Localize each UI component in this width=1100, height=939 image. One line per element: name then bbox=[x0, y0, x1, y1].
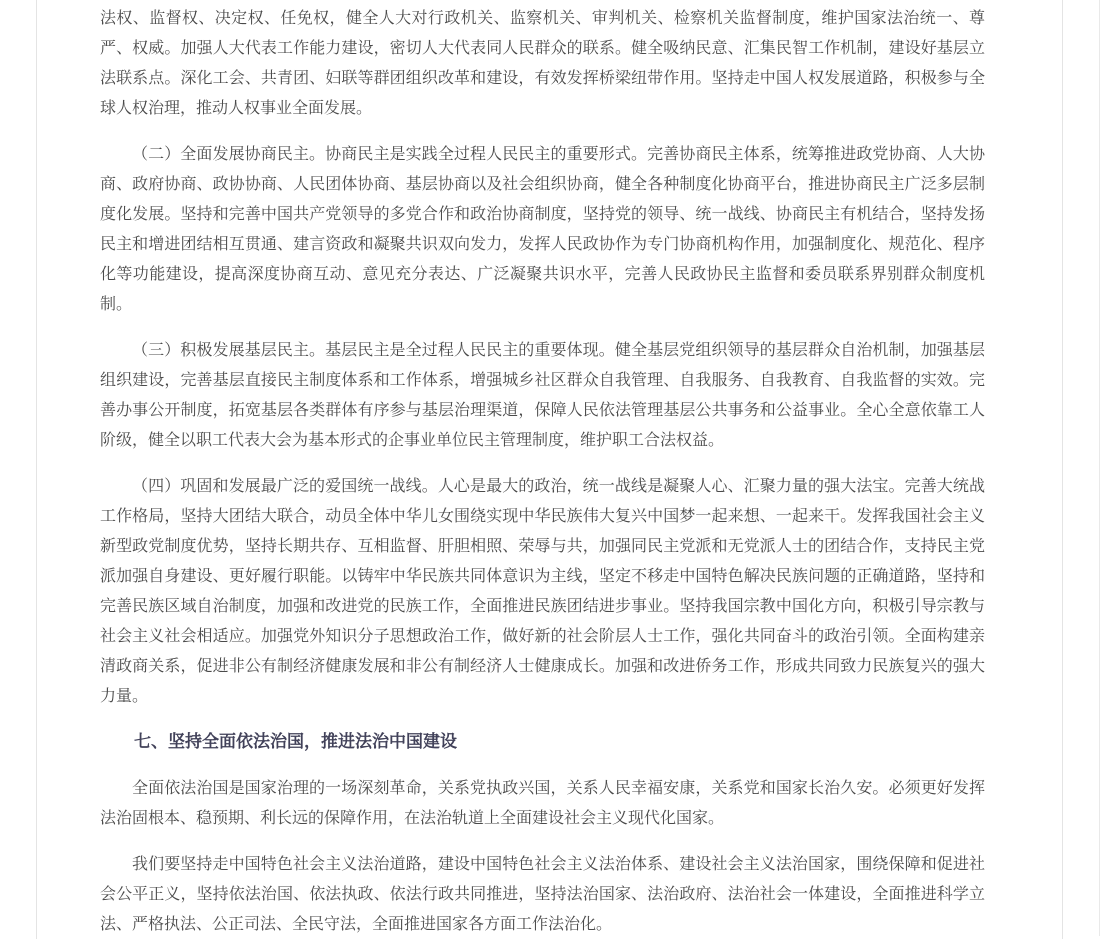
body-paragraph-law-based-governance-intro: 全面依法治国是国家治理的一场深刻革命，关系党执政兴国，关系人民幸福安康，关系党和国家长治久安。必须更好发挥法治固根本、稳预期、利长远的保障作用，在法治轨道上全面建设社会主义现代化国家。 bbox=[100, 778, 985, 827]
body-paragraph-united-front: （四）巩固和发展最广泛的爱国统一战线。人心是最大的政治，统一战线是凝聚人心、汇聚力量的强大法宝。完善大统战工作格局，坚持大团结大联合，动员全体中华儿女围绕实现中华民族伟大复兴中国梦一起来想、一起来干。发挥我国社会主义新型政党制度优势，坚持长期共存、互相监督、肝胆相照、荣辱与共，加强同民主党派和无党派人士的团结合作，支持民主党派加强自身建设、更好履行职能。以铸牢中华民族共同体意识为主线，坚定不移走中国特色解决民族问题的正确道路，坚持和完善民族区域自治制度，加强和改进党的民族工作，全面推进民族团结进步事业。坚持我国宗教中国化方向，积极引导宗教与社会主义社会相适应。加强党外知识分子思想政治工作，做好新的社会阶层人士工作，强化共同奋斗的政治引领。全面构建亲清政商关系，促进非公有制经济健康发展和非公有制经济人士健康成长。加强和改进侨务工作，形成共同致力民族复兴的强大力量。 bbox=[100, 476, 985, 705]
body-paragraph-consultative-democracy: （二）全面发展协商民主。协商民主是实践全过程人民民主的重要形式。完善协商民主体系，统筹推进政党协商、人大协商、政府协商、政协协商、人民团体协商、基层协商以及社会组织协商，健全各种制度化协商平台，推进协商民主广泛多层制度化发展。坚持和完善中国共产党领导的多党合作和政治协商制度，坚持党的领导、统一战线、协商民主有机结合，坚持发扬民主和增进团结相互贯通、建言资政和凝聚共识双向发力，发挥人民政协作为专门协商机构作用，加强制度化、规范化、程序化等功能建设，提高深度协商互动、意见充分表达、广泛凝聚共识水平，完善人民政协民主监督和委员联系界别群众制度机制。 bbox=[100, 144, 985, 313]
body-paragraph-continuation: 法权、监督权、决定权、任免权，健全人大对行政机关、监察机关、审判机关、检察机关监督制度，维护国家法治统一、尊严、权威。加强人大代表工作能力建设，密切人大代表同人民群众的联系。健全吸纳民意、汇集民智工作机制，建设好基层立法联系点。深化工会、共青团、妇联等群团组织改革和建设，有效发挥桥梁纽带作用。坚持走中国人权发展道路，积极参与全球人权治理，推动人权事业全面发展。 bbox=[100, 8, 985, 117]
body-paragraph-grassroots-democracy: （三）积极发展基层民主。基层民主是全过程人民民主的重要体现。健全基层党组织领导的基层群众自治机制，加强基层组织建设，完善基层直接民主制度体系和工作体系，增强城乡社区群众自我管理、自我服务、自我教育、自我监督的实效。完善办事公开制度，拓宽基层各类群体有序参与基层治理渠道，保障人民依法管理基层公共事务和公益事业。全心全意依靠工人阶级，健全以职工代表大会为基本形式的企事业单位民主管理制度，维护职工合法权益。 bbox=[100, 340, 985, 449]
section-heading-rule-of-law: 七、坚持全面依法治国，推进法治中国建设 bbox=[134, 732, 457, 752]
body-paragraph-socialist-rule-of-law-path: 我们要坚持走中国特色社会主义法治道路，建设中国特色社会主义法治体系、建设社会主义法治国家，围绕保障和促进社会公平正义，坚持依法治国、依法执政、依法行政共同推进，坚持法治国家、法治政府、法治社会一体建设，全面推进科学立法、严格执法、公正司法、全民守法，全面推进国家各方面工作法治化。 bbox=[100, 854, 985, 933]
article-content-column bbox=[36, 0, 1063, 939]
